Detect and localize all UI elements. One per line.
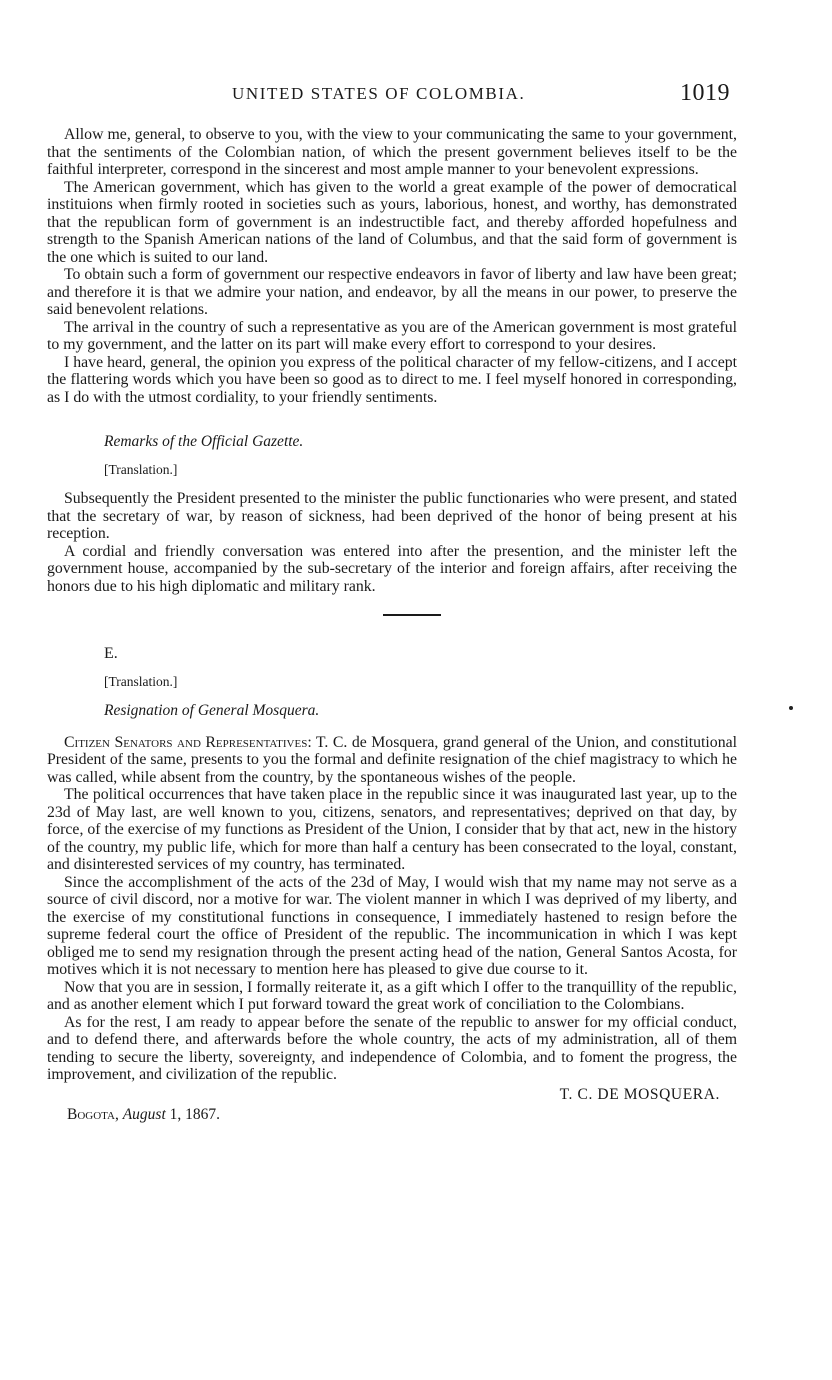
dateline [67,1106,220,1124]
print-speck [789,706,793,710]
running-header [0,80,832,114]
paragraph: The arrival in the country of such a representative as you are of the American government is most grateful to my government, and the latter on its part will make every effort to correspond to your desires. [47,318,737,353]
signature: T. C. DE MOSQUERA. [559,1085,720,1103]
remarks-heading: Remarks of the Official Gazette. [104,433,304,450]
dateline-place: Bogota, [67,1105,119,1123]
paragraph: I have heard, general, the opinion you express of the political character of my fellow-citizens, and I accept the flattering words which you have been so good as to direct to me. I feel myself honored in corresponding, as I do with the utmost cordiality, to your friendly sentiments. [47,353,737,406]
speech-section [47,126,737,406]
paragraph: To obtain such a form of government our respective endeavors in favor of liberty and law have been great; and therefore it is that we admire your nation, and endeavor, by all the means in our power, to preserve the said benevolent relations. [47,266,737,318]
translation-note: [Translation.] [104,461,178,477]
paragraph: Subsequently the President presented to the minister the public functionaries who were present, and stated that the secretary of war, by reason of sickness, had been deprived of the honor of being present at his reception. [47,490,737,542]
paragraph: As for the rest, I am ready to appear before the senate of the republic to answer for my official conduct, and to defend there, and afterwards before the whole country, the acts of my administration, all of them tending to secure the liberty, sovereignty, and independence of Colombia, and to foment the progress, the improvement, and civilization of the republic. [47,1013,737,1083]
paragraph-text: T. C. de Mosquera, grand general of the Union, and constitutional President of the same, presents to you the formal and definite resignation of the chief magistracy to which he was called, while absent from the country, by the spontaneous wishes of the people. [47,733,738,786]
running-title: UNITED STATES OF COLOMBIA. [232,84,526,103]
paragraph: Now that you are in session, I formally reiterate it, as a gift which I offer to the tranquillity of the republic, and as another element which I put forward toward the great work of conciliation to the Colombians. [47,978,737,1013]
paragraph: The political occurrences that have taken place in the republic since it was inaugurated last year, up to the 23d of May last, are well known to you, citizens, senators, and representatives; deprived on that day, by force, of the exercise of my functions as President of the Union, I consider that by that act, new in the history of the country, my public life, which for more than half a century has been consecrated to the loyal, constant, and disinterested services of my country, has terminated. [47,786,737,873]
resignation-heading: Resignation of General Mosquera. [104,702,320,719]
paragraph: A cordial and friendly conversation was entered into after the presention, and the minister left the government house, accompanied by the sub-secretary of the interior and foreign affairs, after receiving the honors due to his high diplomatic and military rank. [47,542,737,595]
resignation-section [47,734,737,1084]
salutation: Citizen Senators and Representatives: [64,733,312,751]
paragraph: Allow me, general, to observe to you, with the view to your communicating the same to your government, that the sentiments of the Colombian nation, of which the present government believes itself to be the faithful interpreter, correspond in the sincerest and most ample manner to your benevolent expressions. [47,126,737,178]
section-letter: E. [104,645,118,662]
signature-block [47,1084,737,1130]
page-body [47,126,737,1130]
paragraph [47,734,737,787]
section-divider [383,614,441,616]
translation-note: [Translation.] [104,673,178,689]
paragraph: The American government, which has given to the world a great example of the power of democratical instituions when firmly rooted in societies such as yours, laborious, honest, and worthy, has demonstrated that the republican form of government is an indestructible fact, and thereby afforded hopefulness and strength to the Spanish American nations of the land of Columbus, and that the said form of government is the one which is suited to our land. [47,178,737,266]
remarks-section [47,490,737,595]
dateline-month: August [122,1105,166,1123]
page-number: 1019 [680,80,730,106]
paragraph: Since the accomplishment of the acts of the 23d of May, I would wish that my name may not serve as a source of civil discord, nor a motive for war. The violent manner in which I was deprived of my liberty, and the exercise of my constitutional functions in consequence, I immediately hastened to resign before the supreme federal court the office of President of the republic. The incommunication in which I was kept obliged me to send my resignation through the present acting head of the nation, General Santos Acosta, for motives which it is not necessary to mention here has pleased to give due course to it. [47,873,737,978]
dateline-rest: 1, 1867. [165,1105,221,1123]
